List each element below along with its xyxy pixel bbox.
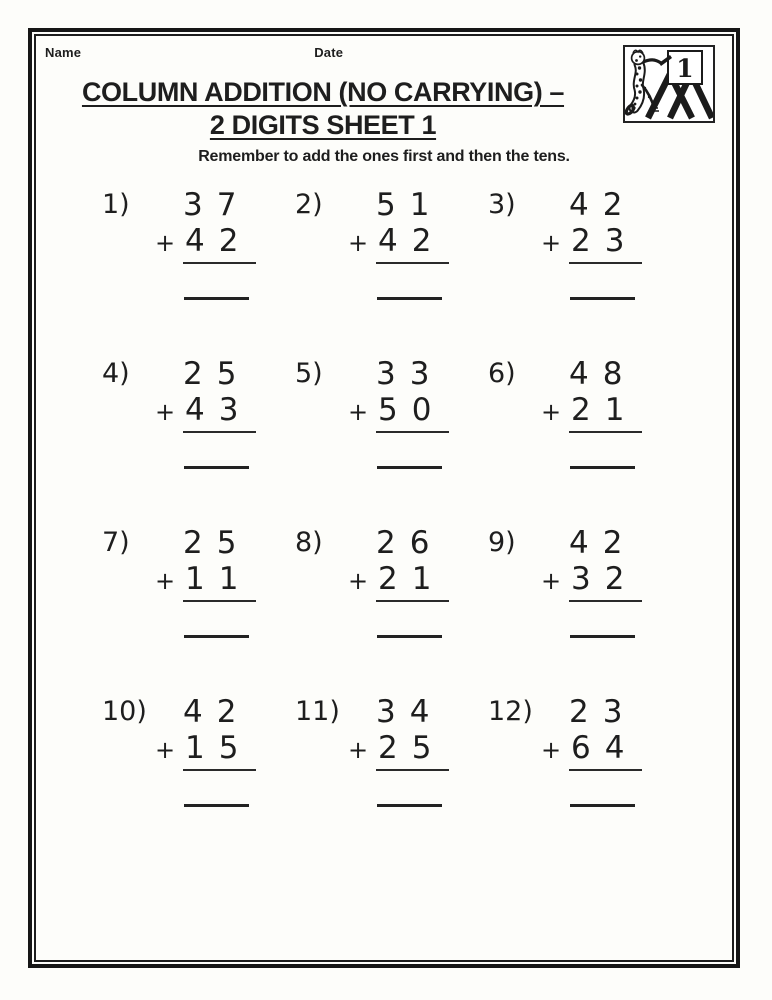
addend-top: 42 bbox=[569, 525, 637, 561]
plus-icon: + bbox=[348, 567, 369, 595]
plus-icon: + bbox=[155, 229, 176, 257]
problem-body bbox=[541, 187, 661, 300]
problem-body bbox=[155, 187, 275, 300]
addend-bottom: 64 bbox=[569, 730, 642, 771]
date-field-label: Date bbox=[314, 45, 344, 60]
addend-bottom: 21 bbox=[376, 561, 449, 602]
problem-number: 8) bbox=[295, 527, 323, 558]
addend-bottom-row bbox=[348, 730, 468, 771]
problem bbox=[98, 356, 291, 525]
problem bbox=[484, 356, 677, 525]
answer-line bbox=[570, 635, 635, 638]
plus-icon: + bbox=[541, 567, 562, 595]
answer-line bbox=[377, 635, 442, 638]
problem-number: 2) bbox=[295, 189, 323, 220]
addend-bottom-row bbox=[155, 561, 275, 602]
problem-body bbox=[348, 187, 468, 300]
problem-number: 3) bbox=[488, 189, 516, 220]
plus-icon: + bbox=[541, 229, 562, 257]
addend-top: 42 bbox=[183, 694, 251, 730]
title-line-2: 2 DIGITS SHEET 1 bbox=[209, 110, 437, 140]
problem bbox=[484, 525, 677, 694]
problem-number: 9) bbox=[488, 527, 516, 558]
problems-grid bbox=[98, 187, 732, 863]
problem-body bbox=[348, 356, 468, 469]
salamander-writing-icon bbox=[625, 47, 713, 121]
plus-icon: + bbox=[155, 398, 176, 426]
addend-bottom: 23 bbox=[569, 223, 642, 264]
problem-body bbox=[348, 525, 468, 638]
addend-bottom-row bbox=[541, 223, 661, 264]
addend-bottom: 42 bbox=[183, 223, 256, 264]
answer-line bbox=[570, 804, 635, 807]
addend-top: 25 bbox=[183, 356, 251, 392]
worksheet-page-border bbox=[28, 28, 740, 968]
answer-line bbox=[377, 466, 442, 469]
problem-number: 5) bbox=[295, 358, 323, 389]
worksheet-title bbox=[36, 76, 610, 142]
addend-top: 26 bbox=[376, 525, 444, 561]
problem-body bbox=[541, 525, 661, 638]
addend-bottom-row bbox=[348, 392, 468, 433]
addend-bottom-row bbox=[541, 561, 661, 602]
problem bbox=[98, 694, 291, 863]
problem-body bbox=[155, 525, 275, 638]
addend-top: 51 bbox=[376, 187, 444, 223]
addend-bottom: 32 bbox=[569, 561, 642, 602]
answer-line bbox=[377, 804, 442, 807]
plus-icon: + bbox=[541, 398, 562, 426]
instruction-text: Remember to add the ones first and then the tens. bbox=[198, 148, 570, 165]
logo-sheet-number: 1 bbox=[676, 54, 694, 83]
addend-bottom: 21 bbox=[569, 392, 642, 433]
addend-bottom: 15 bbox=[183, 730, 256, 771]
problem-number: 6) bbox=[488, 358, 516, 389]
answer-line bbox=[184, 466, 249, 469]
plus-icon: + bbox=[541, 736, 562, 764]
addend-top: 33 bbox=[376, 356, 444, 392]
plus-icon: + bbox=[155, 736, 176, 764]
answer-line bbox=[184, 804, 249, 807]
answer-line bbox=[184, 635, 249, 638]
name-field-label: Name bbox=[45, 45, 82, 60]
addend-top: 48 bbox=[569, 356, 637, 392]
plus-icon: + bbox=[348, 229, 369, 257]
problem bbox=[291, 187, 484, 356]
problem bbox=[291, 694, 484, 863]
addend-bottom: 42 bbox=[376, 223, 449, 264]
problem-number: 10) bbox=[102, 696, 147, 727]
answer-line bbox=[184, 297, 249, 300]
addend-bottom: 43 bbox=[183, 392, 256, 433]
problem bbox=[484, 694, 677, 863]
addend-bottom-row bbox=[541, 392, 661, 433]
answer-line bbox=[570, 297, 635, 300]
problem-number: 4) bbox=[102, 358, 130, 389]
title-line-1: COLUMN ADDITION (NO CARRYING) – bbox=[81, 77, 565, 107]
plus-icon: + bbox=[155, 567, 176, 595]
addend-bottom-row bbox=[155, 730, 275, 771]
problem bbox=[484, 187, 677, 356]
addend-bottom: 50 bbox=[376, 392, 449, 433]
addend-bottom-row bbox=[348, 223, 468, 264]
plus-icon: + bbox=[348, 736, 369, 764]
answer-line bbox=[570, 466, 635, 469]
problem-number: 1) bbox=[102, 189, 130, 220]
problem-body bbox=[155, 356, 275, 469]
addend-top: 25 bbox=[183, 525, 251, 561]
addend-bottom-row bbox=[155, 392, 275, 433]
addend-bottom-row bbox=[541, 730, 661, 771]
problem-body bbox=[541, 694, 661, 807]
problem-body bbox=[155, 694, 275, 807]
problem-body bbox=[541, 356, 661, 469]
problem bbox=[291, 525, 484, 694]
addend-top: 34 bbox=[376, 694, 444, 730]
problem-body bbox=[348, 694, 468, 807]
problem-number: 12) bbox=[488, 696, 533, 727]
problem bbox=[291, 356, 484, 525]
addend-top: 23 bbox=[569, 694, 637, 730]
addend-bottom: 25 bbox=[376, 730, 449, 771]
addend-bottom-row bbox=[348, 561, 468, 602]
addend-bottom: 11 bbox=[183, 561, 256, 602]
problem bbox=[98, 525, 291, 694]
problem-number: 11) bbox=[295, 696, 340, 727]
addend-top: 42 bbox=[569, 187, 637, 223]
plus-icon: + bbox=[348, 398, 369, 426]
addend-top: 37 bbox=[183, 187, 251, 223]
math-salamanders-logo bbox=[623, 45, 715, 123]
answer-line bbox=[377, 297, 442, 300]
addend-bottom-row bbox=[155, 223, 275, 264]
problem-number: 7) bbox=[102, 527, 130, 558]
worksheet-page bbox=[34, 34, 734, 962]
problem bbox=[98, 187, 291, 356]
